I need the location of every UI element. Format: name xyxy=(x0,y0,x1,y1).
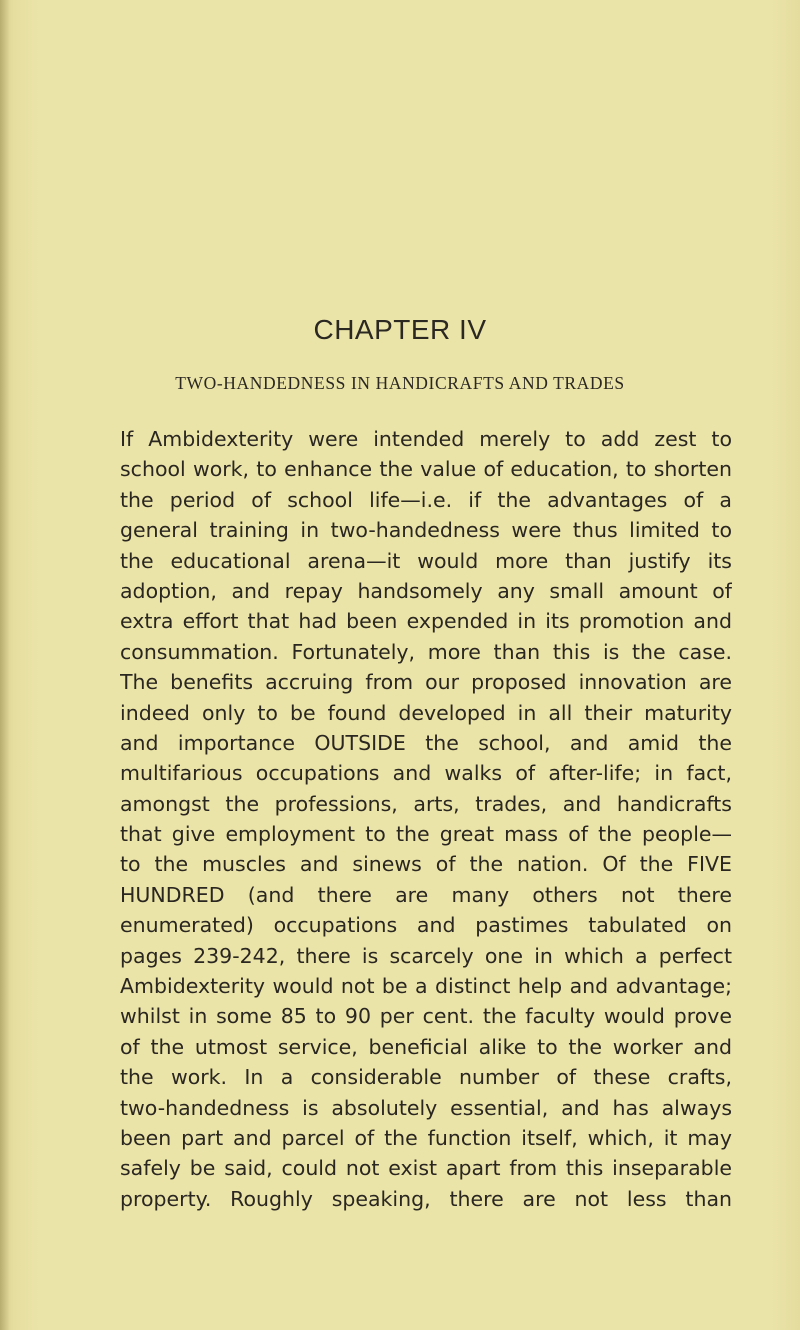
text-line: safely be said, could not exist apart from this inseparable xyxy=(120,1156,732,1181)
text-line: The benefits accruing from our proposed innovation are xyxy=(120,670,732,695)
text-line: If Ambidexterity were intended merely to add zest to xyxy=(120,427,732,451)
text-line: two-handedness is absolutely essential, and has always xyxy=(120,1095,732,1120)
text-line: to the muscles and sinews of the nation. Of the FIVE xyxy=(120,852,732,877)
text-line: amongst the professions, arts, trades, and handicrafts xyxy=(120,791,732,816)
text-line: extra effort that had been expended in its promotion and xyxy=(120,609,732,634)
text-line: adoption, and repay handsomely any small amount of xyxy=(120,578,732,603)
text-line: the period of school life—i.e. if the advantages of a xyxy=(120,487,732,512)
text-line: indeed only to be found developed in all their maturity xyxy=(120,700,732,725)
body-paragraph xyxy=(120,424,732,1214)
text-line: general training in two-handedness were thus limited to xyxy=(120,518,732,543)
text-line: been part and parcel of the function itself, which, it may xyxy=(120,1125,732,1150)
text-line: of the utmost service, beneficial alike to the worker and xyxy=(120,1034,732,1059)
text-line: school work, to enhance the value of education, to shorten xyxy=(120,457,732,482)
text-line: enumerated) occupations and pastimes tabulated on xyxy=(120,913,732,938)
text-line: the educational arena—it would more than justify its xyxy=(120,548,732,573)
text-line: and importance OUTSIDE the school, and amid the xyxy=(120,730,732,755)
page-gutter-shadow xyxy=(0,0,10,1330)
text-line: whilst in some 85 to 90 per cent. the faculty would prove xyxy=(120,1004,732,1029)
text-line: that give employment to the great mass of the people— xyxy=(120,822,732,847)
text-line: the work. In a considerable number of these crafts, xyxy=(120,1065,732,1090)
chapter-heading: CHAPTER IV xyxy=(313,314,487,345)
text-line: multifarious occupations and walks of after-life; in fact, xyxy=(120,761,732,786)
text-line: Ambidexterity would not be a distinct help and advantage; xyxy=(120,974,732,999)
text-line: HUNDRED (and there are many others not there xyxy=(120,882,732,907)
text-line: property. Roughly speaking, there are not less than xyxy=(120,1186,732,1211)
chapter-title: TWO-HANDEDNESS IN HANDICRAFTS AND TRADES xyxy=(175,373,625,393)
text-line: consummation. Fortunately, more than this is the case. xyxy=(120,639,732,664)
text-line: pages 239-242, there is scarcely one in which a perfect xyxy=(120,943,732,968)
